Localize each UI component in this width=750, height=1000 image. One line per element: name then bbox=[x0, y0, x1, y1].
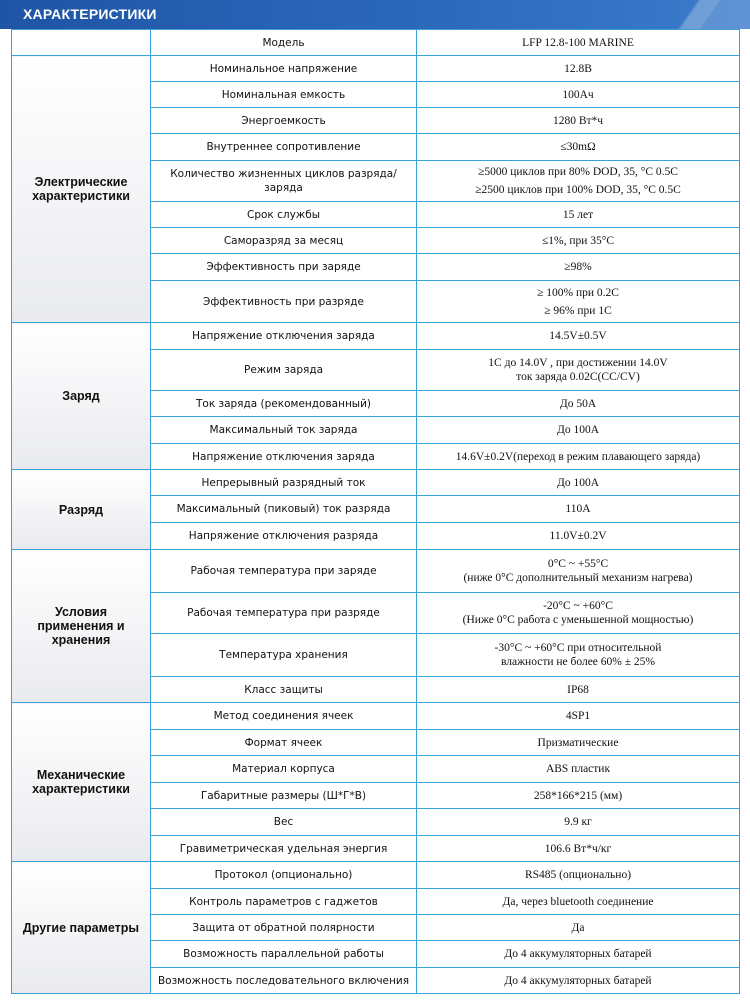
param-value: До 4 аккумуляторных батарей bbox=[417, 941, 740, 968]
param-label: Внутреннее сопротивление bbox=[151, 134, 417, 161]
param-value-line: -30°C ~ +60°C при относительной bbox=[494, 642, 662, 654]
section-title: ХАРАКТЕРИСТИКИ bbox=[23, 6, 157, 22]
category-cell: Заряд bbox=[12, 323, 151, 470]
param-value bbox=[417, 593, 740, 634]
param-value-line: влажности не более 60% ± 25% bbox=[500, 656, 656, 668]
param-value-line: 1C до 14.0V , при достижении 14.0V bbox=[488, 357, 668, 369]
param-value: Да, через bluetooth соединение bbox=[417, 889, 740, 915]
param-label: Эффективность при заряде bbox=[151, 254, 417, 281]
param-value: До 4 аккумуляторных батарей bbox=[417, 968, 740, 994]
param-value: До 100A bbox=[417, 417, 740, 444]
param-label: Энергоемкость bbox=[151, 108, 417, 134]
param-value: 4SP1 bbox=[417, 703, 740, 730]
param-label: Срок службы bbox=[151, 202, 417, 228]
param-value: ≤1%, при 35°C bbox=[417, 228, 740, 254]
param-value-line: ≥5000 циклов при 80% DOD, 35, °C 0.5C bbox=[478, 166, 678, 178]
table-row bbox=[12, 56, 740, 82]
param-value: Призматические bbox=[417, 730, 740, 756]
param-value: Да bbox=[417, 915, 740, 941]
param-value-line: (ниже 0°C дополнительный механизм нагрева) bbox=[463, 572, 693, 584]
param-value bbox=[417, 550, 740, 593]
category-cell: Разряд bbox=[12, 470, 151, 550]
param-label: Максимальный (пиковый) ток разряда bbox=[151, 496, 417, 523]
param-label: Номинальная емкость bbox=[151, 82, 417, 108]
table-row-model bbox=[12, 30, 740, 56]
param-label: Номинальное напряжение bbox=[151, 56, 417, 82]
param-value: До 100A bbox=[417, 470, 740, 496]
param-value-line: 0°C ~ +55°C bbox=[547, 558, 609, 570]
param-value: 110A bbox=[417, 496, 740, 523]
table-row bbox=[12, 550, 740, 593]
param-value: 9.9 кг bbox=[417, 809, 740, 836]
param-label: Саморазряд за месяц bbox=[151, 228, 417, 254]
param-label: Контроль параметров с гаджетов bbox=[151, 889, 417, 915]
param-value: 12.8В bbox=[417, 56, 740, 82]
param-value: ≤30mΩ bbox=[417, 134, 740, 161]
param-label: Протокол (опционально) bbox=[151, 862, 417, 889]
param-label: Количество жизненных циклов разряда/заряда bbox=[151, 161, 417, 202]
param-label: Напряжение отключения разряда bbox=[151, 523, 417, 550]
param-value: 14.5V±0.5V bbox=[417, 323, 740, 350]
param-label: Вес bbox=[151, 809, 417, 836]
param-label: Возможность параллельной работы bbox=[151, 941, 417, 968]
param-label: Модель bbox=[151, 30, 417, 56]
param-value: 100Ач bbox=[417, 82, 740, 108]
param-value: LFP 12.8-100 MARINE bbox=[417, 30, 740, 56]
category-cell: Механические характеристики bbox=[12, 703, 151, 862]
param-value bbox=[417, 634, 740, 677]
param-label: Непрерывный разрядный ток bbox=[151, 470, 417, 496]
param-label: Материал корпуса bbox=[151, 756, 417, 783]
section-header bbox=[0, 0, 750, 29]
param-label: Режим заряда bbox=[151, 350, 417, 391]
param-label: Защита от обратной полярности bbox=[151, 915, 417, 941]
param-value-line: ≥ 100% при 0.2C bbox=[537, 286, 619, 299]
param-value-line: (Ниже 0°C работа с уменьшенной мощностью) bbox=[462, 614, 694, 626]
param-label: Ток заряда (рекомендованный) bbox=[151, 391, 417, 417]
param-value: 14.6V±0.2V(переход в режим плавающего заряда) bbox=[417, 444, 740, 470]
category-cell-empty bbox=[12, 30, 151, 56]
param-value: 258*166*215 (мм) bbox=[417, 783, 740, 809]
param-value bbox=[417, 350, 740, 391]
param-label: Напряжение отключения заряда bbox=[151, 444, 417, 470]
param-value: RS485 (опционально) bbox=[417, 862, 740, 889]
param-label: Эффективность при разряде bbox=[151, 281, 417, 323]
param-value: 1280 Вт*ч bbox=[417, 108, 740, 134]
table-row bbox=[12, 703, 740, 730]
param-value bbox=[417, 161, 740, 202]
category-cell: Электрические характеристики bbox=[12, 56, 151, 323]
param-label: Возможность последовательного включения bbox=[151, 968, 417, 994]
param-label: Рабочая температура при заряде bbox=[151, 550, 417, 593]
param-value: IP68 bbox=[417, 677, 740, 703]
param-label: Формат ячеек bbox=[151, 730, 417, 756]
param-label: Гравиметрическая удельная энергия bbox=[151, 836, 417, 862]
param-value-line: -20°C ~ +60°C bbox=[543, 600, 613, 612]
table-row bbox=[12, 470, 740, 496]
param-label: Класс защиты bbox=[151, 677, 417, 703]
param-value: ≥98% bbox=[417, 254, 740, 281]
param-label: Максимальный ток заряда bbox=[151, 417, 417, 444]
param-value: 11.0V±0.2V bbox=[417, 523, 740, 550]
param-value: 106.6 Вт*ч/кг bbox=[417, 836, 740, 862]
param-value-line: ток заряда 0.02C(CC/CV) bbox=[516, 371, 640, 383]
table-row bbox=[12, 862, 740, 889]
param-value bbox=[417, 281, 740, 323]
param-label: Температура хранения bbox=[151, 634, 417, 677]
param-label: Рабочая температура при разряде bbox=[151, 593, 417, 634]
param-value-line: ≥ 96% при 1C bbox=[544, 304, 612, 317]
param-label: Метод соединения ячеек bbox=[151, 703, 417, 730]
param-label: Габаритные размеры (Ш*Г*В) bbox=[151, 783, 417, 809]
category-cell: Условия применения и хранения bbox=[12, 550, 151, 703]
category-cell: Другие параметры bbox=[12, 862, 151, 994]
param-value: До 50A bbox=[417, 391, 740, 417]
param-label: Напряжение отключения заряда bbox=[151, 323, 417, 350]
param-value: 15 лет bbox=[417, 202, 740, 228]
table-row bbox=[12, 323, 740, 350]
specs-table bbox=[11, 29, 740, 994]
param-value-line: ≥2500 циклов при 100% DOD, 35, °C 0.5C bbox=[475, 184, 681, 196]
param-value: ABS пластик bbox=[417, 756, 740, 783]
